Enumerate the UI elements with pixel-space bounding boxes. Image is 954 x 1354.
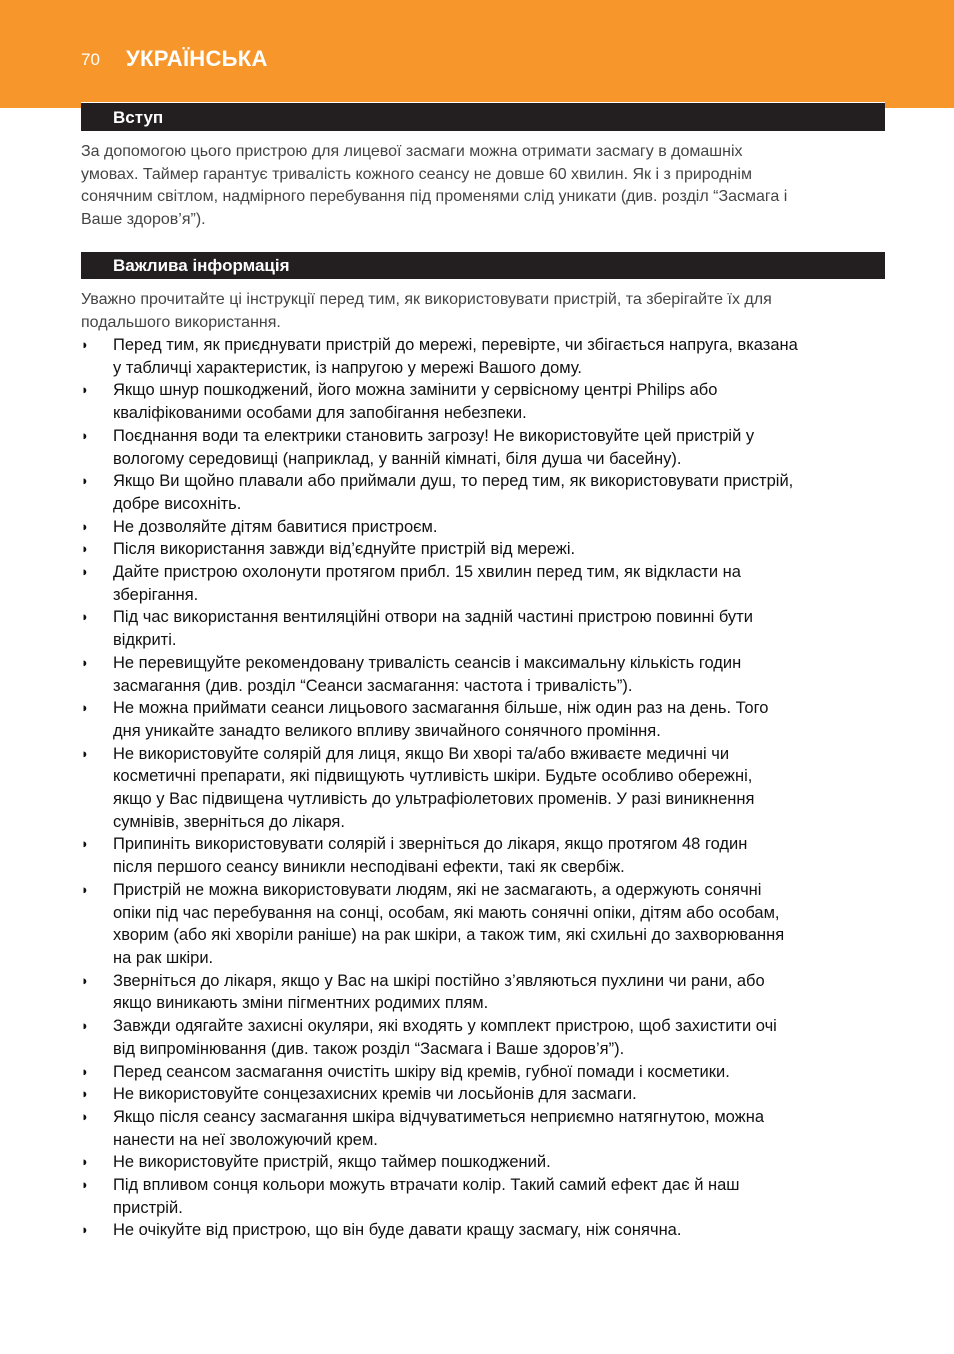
bullet-icon: ◗ xyxy=(81,1177,89,1193)
list-item xyxy=(81,561,901,606)
text-line: дня уникайте занадто великого впливу звичайного сонячного проміння. xyxy=(113,721,661,740)
text-line: нанести на неї зволожуючий крем. xyxy=(113,1130,378,1149)
text-line: кваліфікованими особами для запобігання небезпеки. xyxy=(113,404,527,423)
intro-paragraph xyxy=(81,141,891,232)
list-item xyxy=(81,379,901,424)
text-line: хворим (або які хворіли раніше) на рак шкіри, а також тим, які схильні до захворювання xyxy=(113,926,785,945)
list-item xyxy=(81,697,901,742)
text-line: опіки під час перебування на сонці, особам, які мають сонячні опіки, дітям або особам, xyxy=(113,903,780,922)
text-line: Якщо шнур пошкоджений, його можна замінити у сервісному центрі Philips або xyxy=(113,381,718,400)
text-line: пристрій. xyxy=(113,1198,183,1217)
bullet-icon: ◗ xyxy=(81,1108,89,1124)
bullet-icon: ◗ xyxy=(81,609,89,625)
text-line: Не дозволяйте дітям бавитися пристроєм. xyxy=(113,517,438,536)
bullet-icon: ◗ xyxy=(81,1154,89,1170)
list-item xyxy=(81,1083,901,1106)
text-line: Не можна приймати сеанси лицьового засмагання більше, ніж один раз на день. Того xyxy=(113,699,769,718)
text-line: Завжди одягайте захисні окуляри, які входять у комплект пристрою, щоб захистити очі xyxy=(113,1017,777,1036)
text-line: Не використовуйте сонцезахисних кремів чи лосьйонів для засмаги. xyxy=(113,1085,637,1104)
text-line: Зверніться до лікаря, якщо у Вас на шкірі постійно з’являються пухлини чи рани, або xyxy=(113,971,765,990)
text-line: За допомогою цього пристрою для лицевої засмаги можна отримати засмагу в домашніх xyxy=(81,143,743,160)
text-line: від випромінювання (див. також розділ “Засмага і Ваше здоров’я”). xyxy=(113,1039,625,1058)
bullet-icon: ◗ xyxy=(81,972,89,988)
text-line: Під час використання вентиляційні отвори на задній частині пристрою повинні бути xyxy=(113,608,753,627)
text-line: Ваше здоров’я”). xyxy=(81,211,206,229)
bullet-icon: ◗ xyxy=(81,564,89,580)
bullet-icon: ◗ xyxy=(81,654,89,670)
text-line: Дайте пристрою охолонути протягом прибл. 15 хвилин перед тим, як відкласти на xyxy=(113,563,741,582)
text-line: якщо у Вас підвищена чутливість до ультрафіолетових променів. У разі виникнення xyxy=(113,790,755,809)
text-line: Припиніть використовувати солярій і зверніться до лікаря, якщо протягом 48 годин xyxy=(113,835,748,854)
bullet-icon: ◗ xyxy=(81,1222,89,1238)
list-item xyxy=(81,538,901,561)
bullet-icon: ◗ xyxy=(81,700,89,716)
list-item xyxy=(81,1015,901,1060)
page-number: 70 xyxy=(81,50,100,69)
bullet-icon: ◗ xyxy=(81,1018,89,1034)
text-line: вологому середовищі (наприклад, у ванній кімнаті, біля душа чи басейну). xyxy=(113,449,682,468)
bullet-icon: ◗ xyxy=(81,382,89,398)
list-item xyxy=(81,1061,901,1084)
text-line: Не очікуйте від пристрою, що він буде давати кращу засмагу, ніж сонячна. xyxy=(113,1221,682,1240)
text-line: косметичні препарати, які підвищують чутливість шкіри. Будьте особливо обережні, xyxy=(113,767,753,786)
text-line: якщо виникають зміни пігментних родимих плям. xyxy=(113,994,489,1013)
list-item xyxy=(81,879,901,970)
text-line: добре висохніть. xyxy=(113,494,242,513)
bullet-icon: ◗ xyxy=(81,836,89,852)
bullet-icon: ◗ xyxy=(81,1063,89,1079)
text-line: Не перевищуйте рекомендовану тривалість сеансів і максимальну кількість годин xyxy=(113,653,742,672)
bullet-icon: ◗ xyxy=(81,881,89,897)
bullet-icon: ◗ xyxy=(81,518,89,534)
text-line: Не використовуйте пристрій, якщо таймер пошкоджений. xyxy=(113,1153,551,1172)
important-paragraph xyxy=(81,289,891,334)
bullet-icon: ◗ xyxy=(81,337,89,352)
list-item xyxy=(81,970,901,1015)
text-line: Під впливом сонця кольори можуть втрачати колір. Такий самий ефект дає й наш xyxy=(113,1176,740,1195)
text-line: Після використання завжди від’єднуйте пристрій від мережі. xyxy=(113,540,576,559)
list-item xyxy=(81,1151,901,1174)
page-header xyxy=(0,0,954,108)
text-line: подальшого використання. xyxy=(81,313,281,331)
list-item xyxy=(81,606,901,651)
section-heading-important: Важлива інформація xyxy=(81,251,885,279)
bullet-icon: ◗ xyxy=(81,473,89,489)
text-line: Не використовуйте солярій для лиця, якщо Ви хворі та/або вживаєте медичні чи xyxy=(113,744,730,763)
list-item xyxy=(81,743,901,834)
bullet-icon: ◗ xyxy=(81,427,89,443)
text-line: у табличці характеристик, із напругою у мережі Вашого дому. xyxy=(113,358,582,377)
list-item xyxy=(81,334,901,379)
list-item xyxy=(81,1219,901,1242)
text-line: сонячним світлом, надмірного перебування під променями слід уникати (див. розділ “Засмага і xyxy=(81,188,788,206)
text-line: відкриті. xyxy=(113,631,177,650)
text-line: засмагання (див. розділ “Сеанси засмагання: частота і тривалість”). xyxy=(113,676,633,695)
list-item xyxy=(81,652,901,697)
text-line: зберігання. xyxy=(113,585,199,604)
text-line: Поєднання води та електрики становить загрозу! Не використовуйте цей пристрій у xyxy=(113,426,755,445)
text-line: Перед тим, як приєднувати пристрій до мережі, перевірте, чи збігається напруга, вказана xyxy=(113,336,798,354)
text-line: Якщо Ви щойно плавали або приймали душ, то перед тим, як використовувати пристрій, xyxy=(113,472,794,491)
text-line: Уважно прочитайте ці інструкції перед тим, як використовувати пристрій, та зберігайте їх для xyxy=(81,291,772,308)
text-line: Якщо після сеансу засмагання шкіра відчуватиметься неприємно натягнутою, можна xyxy=(113,1107,765,1126)
bullet-icon: ◗ xyxy=(81,1086,89,1102)
text-line: Пристрій не можна використовувати людям, які не засмагають, а одержують сонячні xyxy=(113,880,762,899)
language-title: УКРАЇНСЬКА xyxy=(126,46,268,71)
list-item xyxy=(81,516,901,539)
bullet-icon: ◗ xyxy=(81,541,89,557)
list-item xyxy=(81,425,901,470)
text-line: на рак шкіри. xyxy=(113,948,214,967)
text-line: сумнівів, зверніться до лікаря. xyxy=(113,812,345,831)
list-item xyxy=(81,470,901,515)
safety-bullet-list xyxy=(81,334,901,1242)
list-item xyxy=(81,833,901,878)
list-item xyxy=(81,1106,901,1151)
bullet-icon: ◗ xyxy=(81,745,89,761)
list-item xyxy=(81,1174,901,1219)
text-line: після першого сеансу виникли несподівані ефекти, такі як свербіж. xyxy=(113,858,625,877)
text-line: Перед сеансом засмагання очистіть шкіру від кремів, губної помади і косметики. xyxy=(113,1062,730,1081)
section-heading-intro: Вступ xyxy=(81,102,885,131)
text-line: умовах. Таймер гарантує тривалість кожного сеансу не довше 60 хвилин. Як і з природнім xyxy=(81,165,752,183)
